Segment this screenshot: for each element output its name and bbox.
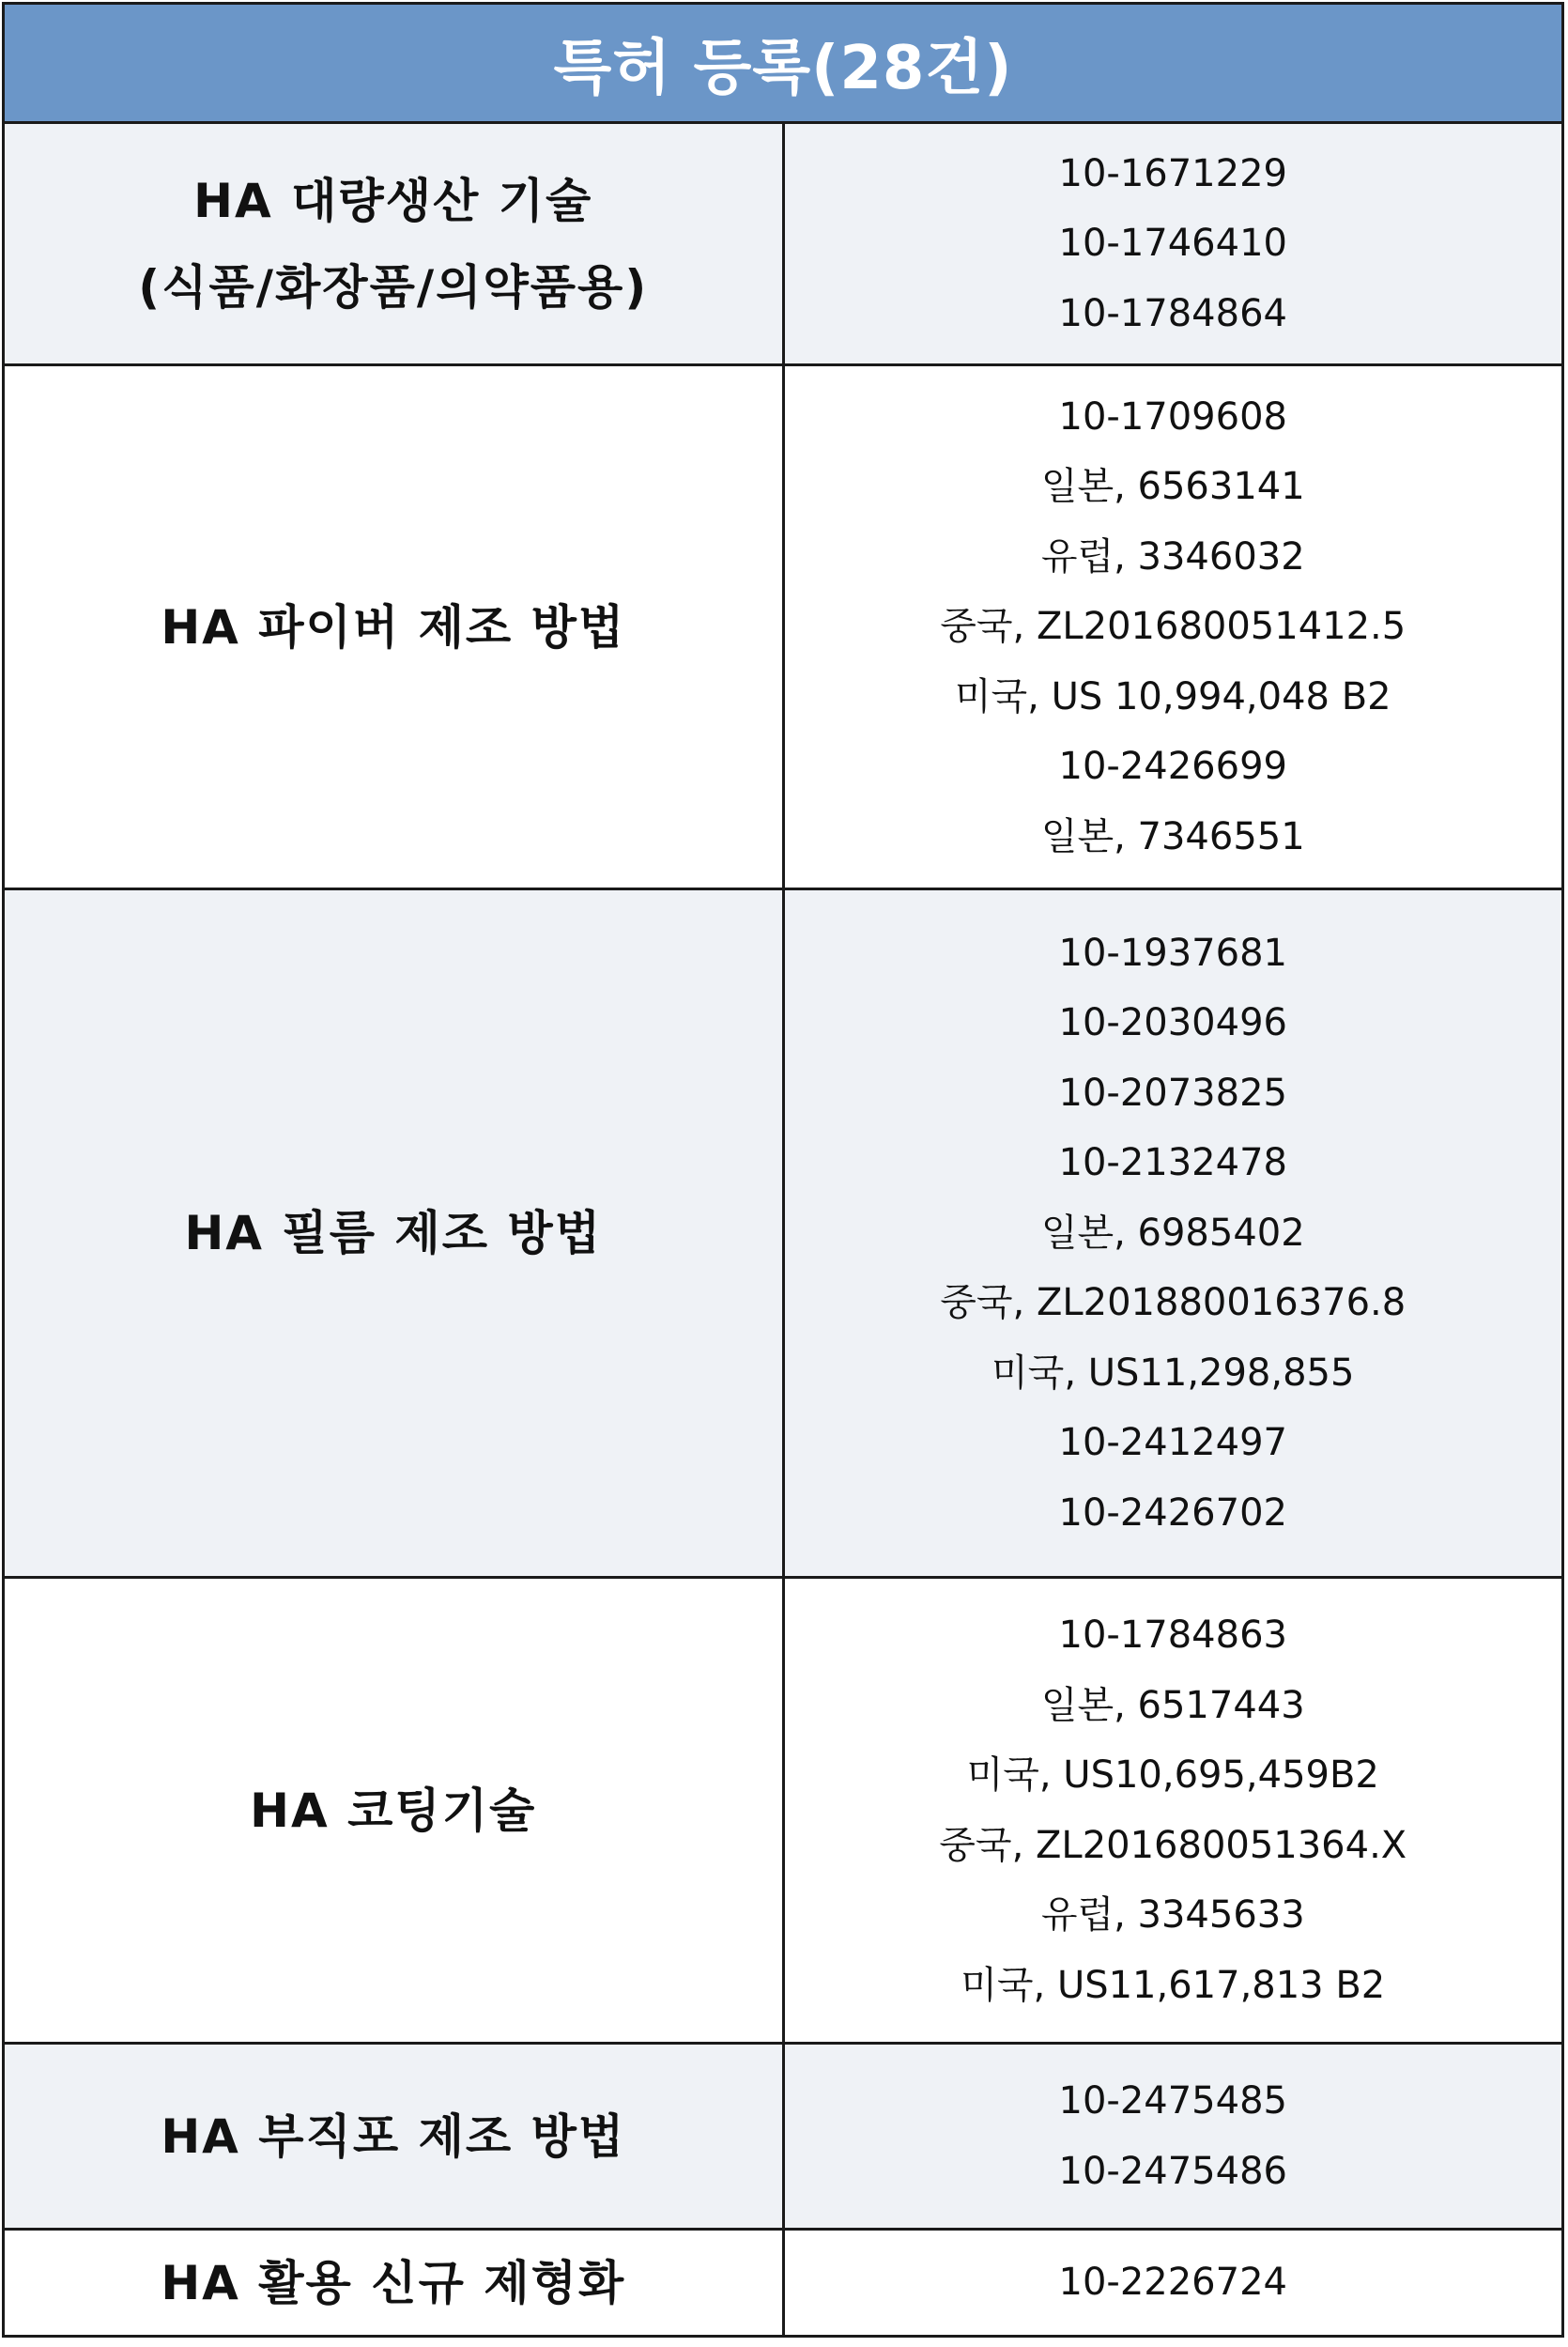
patent-number: 일본, 7346551 — [1040, 814, 1305, 858]
category-cell — [4, 2044, 784, 2230]
patent-number: 10-2132478 — [1058, 1141, 1287, 1185]
patent-number-cell — [783, 2230, 1563, 2337]
category-cell — [4, 889, 784, 1578]
patent-row — [4, 2230, 1563, 2337]
patent-number: 일본, 6563141 — [1040, 465, 1305, 509]
patent-row — [4, 123, 1563, 365]
patent-number: 10-2426702 — [1058, 1490, 1287, 1535]
title-row — [4, 4, 1563, 123]
category-label: HA 파이버 제조 방법 — [161, 599, 626, 655]
patent-number: 미국, US 10,994,048 B2 — [954, 674, 1391, 718]
patent-number: 중국, ZL201680051412.5 — [940, 605, 1407, 649]
patent-number-cell — [783, 2044, 1563, 2230]
patent-number-cell — [783, 365, 1563, 889]
patent-number-cell — [783, 123, 1563, 365]
patent-number: 일본, 6517443 — [1040, 1683, 1305, 1727]
patent-table — [2, 2, 1564, 2338]
patent-number: 10-2073825 — [1058, 1071, 1287, 1115]
patent-number: 중국, ZL201680051364.X — [939, 1823, 1407, 1867]
category-label: HA 부직포 제조 방법 — [161, 2108, 626, 2164]
category-label: HA 대량생산 기술 — [193, 173, 593, 228]
patent-number: 10-1784864 — [1058, 291, 1287, 335]
category-label: (식품/화장품/의약품용) — [138, 259, 649, 315]
patent-number: 10-2412497 — [1058, 1421, 1287, 1465]
patent-number: 유럽, 3346032 — [1040, 534, 1305, 579]
patent-number-cell — [783, 1578, 1563, 2044]
patent-number: 유럽, 3345633 — [1040, 1893, 1305, 1937]
patent-number: 미국, US11,617,813 B2 — [961, 1963, 1386, 2007]
category-label: HA 코팅기술 — [250, 1783, 537, 1838]
category-cell — [4, 1578, 784, 2044]
patent-number: 10-2030496 — [1058, 1001, 1287, 1045]
patent-number: 미국, US10,695,459B2 — [966, 1753, 1379, 1797]
patent-row — [4, 365, 1563, 889]
patent-number: 10-1937681 — [1058, 931, 1287, 975]
patent-number: 10-1709608 — [1058, 394, 1287, 439]
patent-number: 10-2426699 — [1058, 745, 1287, 789]
patent-number: 10-1784863 — [1058, 1614, 1287, 1657]
patent-number: 10-1746410 — [1058, 222, 1287, 266]
patent-row — [4, 889, 1563, 1578]
category-cell — [4, 2230, 784, 2337]
table-title: 특허 등록(28건) — [4, 4, 1563, 123]
patent-number: 10-2475485 — [1058, 2079, 1287, 2123]
category-cell — [4, 365, 784, 889]
patent-number: 10-1671229 — [1058, 151, 1287, 195]
patent-number: 미국, US11,298,855 — [992, 1351, 1355, 1395]
category-cell — [4, 123, 784, 365]
patent-row — [4, 1578, 1563, 2044]
patent-number: 10-2475486 — [1058, 2149, 1287, 2193]
patent-number: 중국, ZL201880016376.8 — [940, 1281, 1407, 1325]
category-label: HA 필름 제조 방법 — [184, 1206, 603, 1260]
category-label: HA 활용 신규 제형화 — [161, 2255, 626, 2310]
patent-number: 10-2226724 — [1058, 2261, 1287, 2305]
patent-number-cell — [783, 889, 1563, 1578]
patent-number: 일본, 6985402 — [1040, 1211, 1305, 1255]
patent-row — [4, 2044, 1563, 2230]
